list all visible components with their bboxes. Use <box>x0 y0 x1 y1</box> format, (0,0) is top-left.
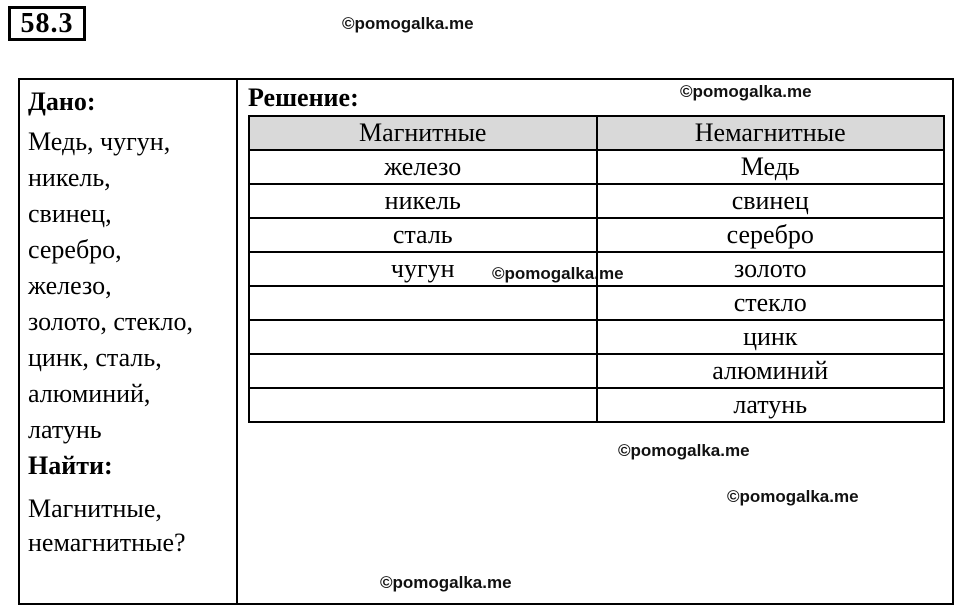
table-row <box>249 184 944 218</box>
given-line: железо, <box>28 271 112 300</box>
find-line: Магнитные, <box>28 494 162 523</box>
watermark: ©pomogalka.me <box>342 14 474 33</box>
cell-magnetic <box>249 320 597 354</box>
watermark: ©pomogalka.me <box>727 487 859 506</box>
cell-nonmagnetic: свинец <box>597 184 945 218</box>
watermark: ©pomogalka.me <box>680 82 812 101</box>
given-line: Медь, чугун, <box>28 127 171 156</box>
given-line: никель, <box>28 163 111 192</box>
given-line: латунь <box>28 415 102 444</box>
classification-table <box>248 115 945 423</box>
task-number: 58.3 <box>8 6 86 41</box>
given-heading: Дано: <box>28 87 96 116</box>
given-line: цинк, сталь, <box>28 343 162 372</box>
find-text <box>28 492 233 560</box>
cell-nonmagnetic: цинк <box>597 320 945 354</box>
column-header-nonmagnetic: Немагнитные <box>597 116 945 150</box>
column-header-magnetic: Магнитные <box>249 116 597 150</box>
given-line: золото, стекло, <box>28 307 193 336</box>
find-line: немагнитные? <box>28 528 186 557</box>
table-row <box>249 252 944 286</box>
cell-magnetic <box>249 388 597 422</box>
solution-heading: Решение: <box>248 83 359 112</box>
cell-magnetic: сталь <box>249 218 597 252</box>
cell-nonmagnetic: Медь <box>597 150 945 184</box>
cell-nonmagnetic: алюминий <box>597 354 945 388</box>
table-row <box>249 286 944 320</box>
table-row <box>249 320 944 354</box>
cell-nonmagnetic: золото <box>597 252 945 286</box>
table-row <box>249 388 944 422</box>
given-line: алюминий, <box>28 379 151 408</box>
cell-magnetic: никель <box>249 184 597 218</box>
cell-magnetic <box>249 354 597 388</box>
table-row <box>249 218 944 252</box>
watermark: ©pomogalka.me <box>380 573 512 592</box>
given-list <box>28 124 233 448</box>
given-line: серебро, <box>28 235 122 264</box>
column-divider <box>236 78 238 605</box>
cell-nonmagnetic: серебро <box>597 218 945 252</box>
table-row <box>249 150 944 184</box>
cell-nonmagnetic: латунь <box>597 388 945 422</box>
find-heading: Найти: <box>28 451 113 480</box>
watermark: ©pomogalka.me <box>618 441 750 460</box>
cell-magnetic <box>249 286 597 320</box>
cell-magnetic: чугун <box>249 252 597 286</box>
given-section <box>28 84 233 560</box>
watermark: ©pomogalka.me <box>492 264 624 283</box>
given-line: свинец, <box>28 199 112 228</box>
table-row <box>249 354 944 388</box>
cell-magnetic: железо <box>249 150 597 184</box>
cell-nonmagnetic: стекло <box>597 286 945 320</box>
table-header-row <box>249 116 944 150</box>
